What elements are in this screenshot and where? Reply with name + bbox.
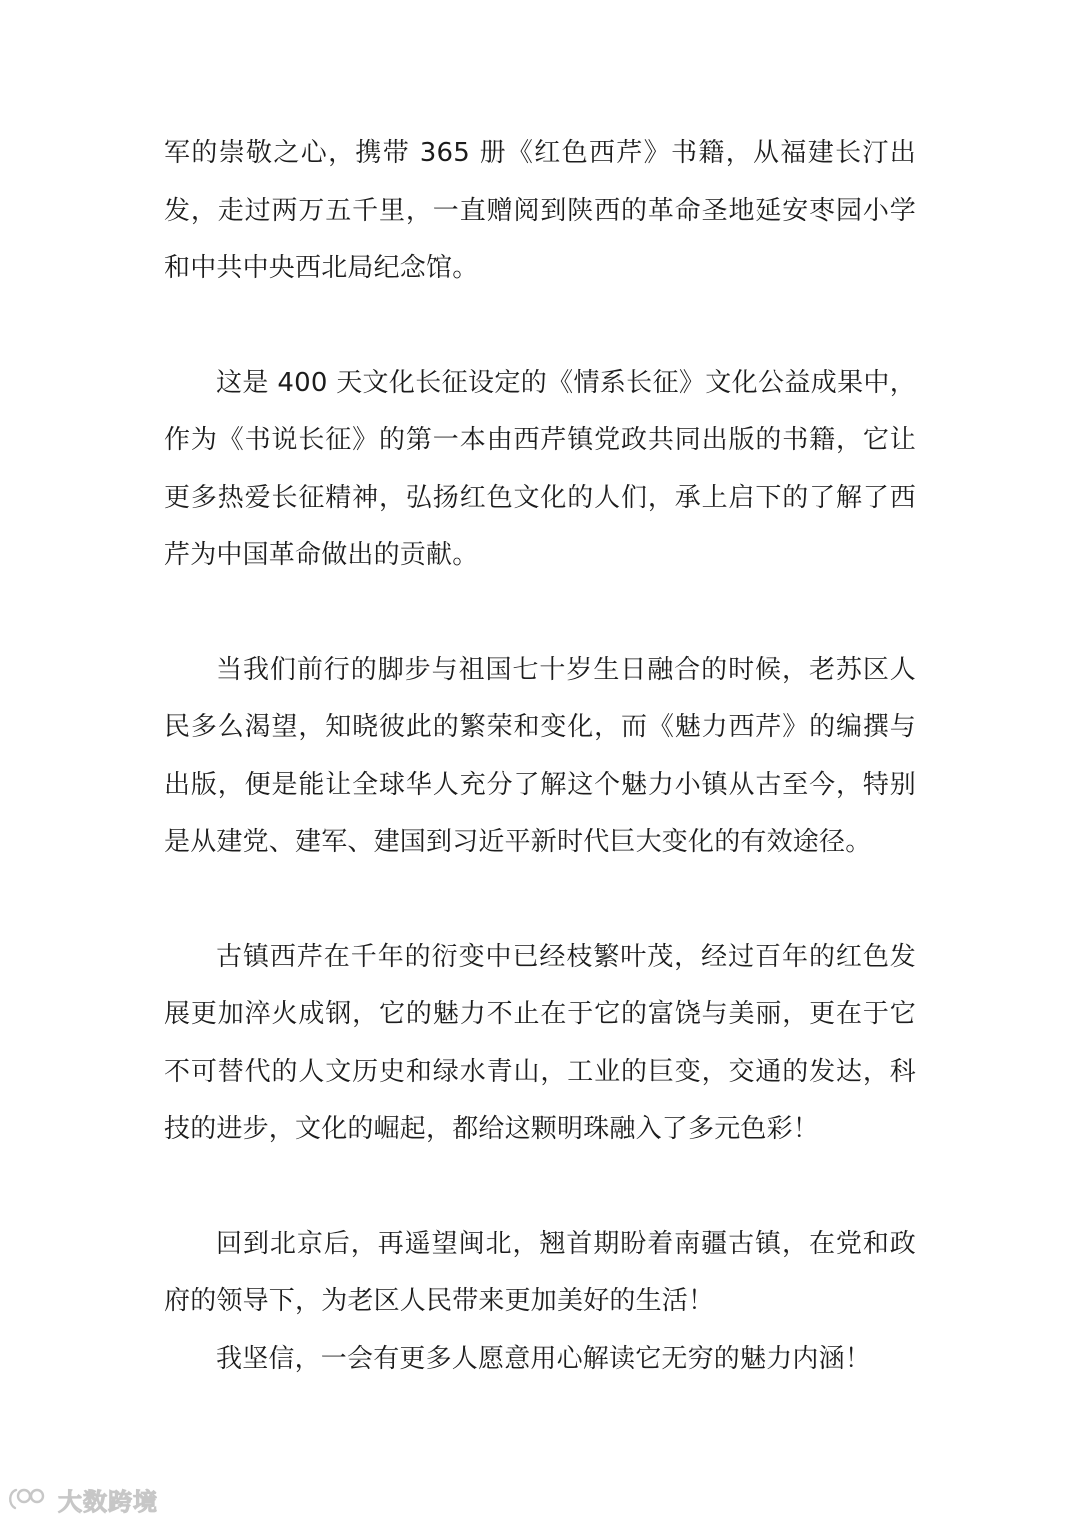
- paragraph-continuation: 军的崇敬之心，携带 365 册《红色西芹》书籍，从福建长汀出发，走过两万五千里，一直赠阅到陕西的革命圣地延安枣园小学和中共中央西北局纪念馆。: [164, 138, 916, 283]
- paragraph-ancient-town: 古镇西芹在千年的衍变中已经枝繁叶茂，经过百年的红色发展更加淬火成钢，它的魅力不止在于它的富饶与美丽，更在于它不可替代的人文历史和绿水青山，工业的巨变，交通的发达，科技的进步，文化的崛起，都给这颗明珠融入了多元色彩！: [164, 941, 916, 1144]
- watermark: [6, 1482, 158, 1516]
- paragraph-seventieth-birthday: 当我们前行的脚步与祖国七十岁生日融合的时候，老苏区人民多么渴望，知晓彼此的繁荣和变化，而《魅力西芹》的编撰与出版，便是能让全球华人充分了解这个魅力小镇从古至今，特别是从建党、建军、建国到习近平新时代巨大变化的有效途径。: [164, 654, 916, 857]
- paragraph-belief: 我坚信，一会有更多人愿意用心解读它无穷的魅力内涵！: [216, 1343, 872, 1374]
- brand-logo-icon: [6, 1486, 52, 1512]
- paragraph-cultural-march: 这是 400 天文化长征设定的《情系长征》文化公益成果中，作为《书说长征》的第一本由西芹镇党政共同出版的书籍，它让更多热爱长征精神，弘扬红色文化的人们，承上启下的了解了西芹为中国革命做出的贡献。: [164, 367, 916, 570]
- paragraph-return-beijing: 回到北京后，再遥望闽北，翘首期盼着南疆古镇，在党和政府的领导下，为老区人民带来更加美好的生活！: [164, 1228, 916, 1316]
- watermark-text: 大数跨境: [58, 1487, 158, 1516]
- article-body: [164, 125, 916, 1388]
